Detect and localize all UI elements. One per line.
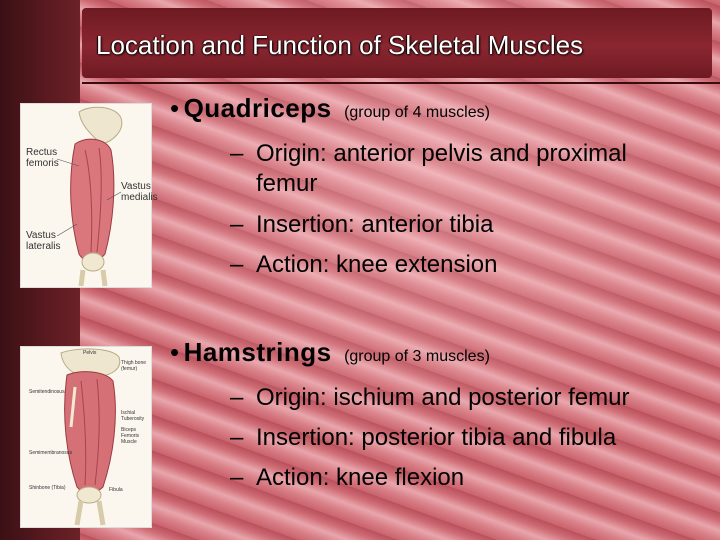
dash: – (230, 251, 244, 278)
label-semitendinosus: Semitendinosus (29, 389, 65, 395)
hamstrings-illustration (20, 346, 152, 528)
hamstrings-heading: Hamstrings (183, 337, 332, 367)
label-thigh-bone: Thigh bone (femur) (121, 360, 147, 372)
bullet-dot: • (170, 337, 180, 367)
hamstrings-bullet (170, 337, 490, 368)
hamstrings-insertion-text: Insertion: posterior tibia and fibula (256, 424, 617, 451)
label-ischial-tuberosity: Ischial Tuberosity (121, 410, 145, 422)
hamstrings-group-note: (group of 3 muscles) (344, 348, 490, 365)
dash: – (230, 384, 244, 411)
label-pelvis: Pelvis (83, 350, 97, 356)
hamstrings-action (230, 463, 464, 492)
label-biceps-femoris: Biceps Femoris Muscle (121, 427, 140, 445)
title-divider (82, 82, 720, 84)
label-vastus-lateralis: Vastus lateralis (26, 230, 61, 252)
dash: – (230, 424, 244, 451)
quadriceps-action-text: Action: knee extension (256, 251, 498, 278)
quadriceps-illustration (20, 103, 158, 288)
quadriceps-action (230, 250, 498, 279)
dash: – (230, 464, 244, 491)
dash: – (230, 211, 244, 238)
label-rectus-femoris: Rectus femoris (26, 147, 59, 169)
label-fibula: Fibula (109, 487, 123, 493)
quadriceps-insertion-text: Insertion: anterior tibia (256, 211, 494, 238)
hamstrings-origin-text: Origin: ischium and posterior femur (256, 384, 630, 411)
hamstrings-insertion (230, 423, 616, 452)
quadriceps-group-note: (group of 4 muscles) (344, 104, 490, 121)
dash: – (230, 140, 244, 167)
quadriceps-origin-continued: femur (256, 170, 318, 197)
hamstrings-origin (230, 383, 629, 412)
quadriceps-bullet (170, 93, 490, 124)
slide-title: Location and Function of Skeletal Muscles (96, 30, 584, 60)
quadriceps-heading: Quadriceps (183, 93, 332, 123)
quadriceps-insertion (230, 210, 493, 239)
label-vastus-medialis: Vastus medialis (121, 181, 158, 203)
bullet-dot: • (170, 93, 180, 123)
label-semimembranosus: Semimembranosus (29, 450, 73, 456)
quadriceps-origin-text: Origin: anterior pelvis and proximal (256, 140, 627, 167)
quadriceps-origin (230, 139, 627, 168)
hamstrings-action-text: Action: knee flexion (256, 464, 465, 491)
label-shinbone: Shinbone (Tibia) (29, 485, 66, 491)
